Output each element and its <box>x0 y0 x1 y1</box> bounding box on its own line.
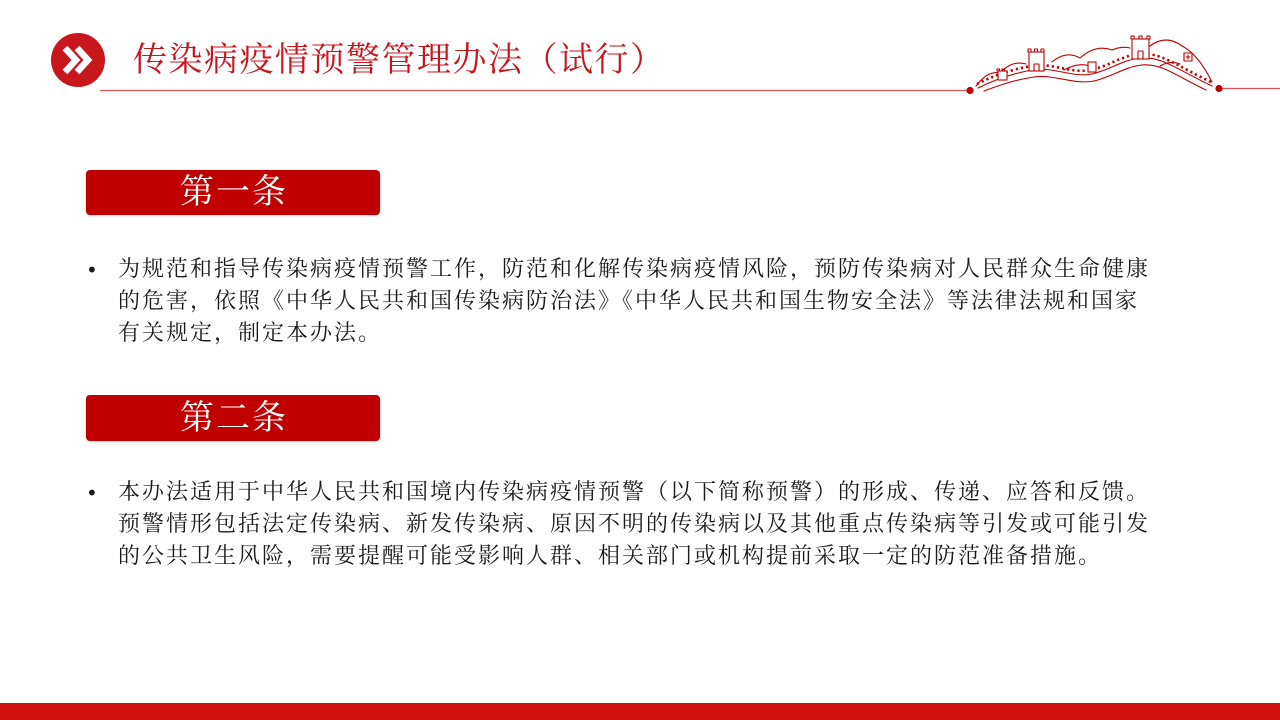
mountain-ridge <box>1150 40 1212 82</box>
header-rule-dot-left <box>966 87 973 94</box>
bullet: • <box>86 258 98 282</box>
article-heading-2: 第二条 <box>86 395 380 441</box>
bottom-bar <box>0 703 1280 720</box>
article-2-line-3: 的公共卫生风险，需要提醒可能受影响人群、相关部门或机构提前采取一定的防范准备措施。 <box>118 544 1103 569</box>
article-1-line-2: 的危害，依照《中华人民共和国传染病防治法》《中华人民共和国生物安全法》等法律法规和国家 <box>118 289 1140 314</box>
great-wall-icon <box>976 36 1212 91</box>
article-1-line-1: 为规范和指导传染病疫情预警工作，防范和化解传染病疫情风险，预防传染病对人民群众生命健康 <box>118 257 1151 282</box>
article-2-line-1: 本办法适用于中华人民共和国境内传染病疫情预警（以下简称预警）的形成、传递、应答和反馈。 <box>118 480 1151 505</box>
article-2-line-2: 预警情形包括法定传染病、新发传染病、原因不明的传染病以及其他重点传染病等引发或可能引发 <box>118 512 1151 537</box>
watch-tower <box>1029 52 1044 71</box>
double-chevron-right-icon <box>51 33 105 87</box>
article-body-1 <box>86 254 1186 350</box>
bullet: • <box>86 481 98 505</box>
article-heading-1: 第一条 <box>86 170 380 215</box>
seal-mark-detail <box>1186 55 1190 59</box>
page-title: 传染病疫情预警管理办法（试行） <box>133 40 666 80</box>
watch-tower <box>1132 39 1149 59</box>
watch-tower-small <box>998 71 1007 80</box>
watch-tower-small <box>1088 62 1096 72</box>
article-body-2 <box>86 477 1186 573</box>
article-1-line-3: 有关规定，制定本办法。 <box>118 321 383 346</box>
header-rule-dot-right <box>1215 85 1222 92</box>
mountain-ridge <box>1064 62 1180 70</box>
